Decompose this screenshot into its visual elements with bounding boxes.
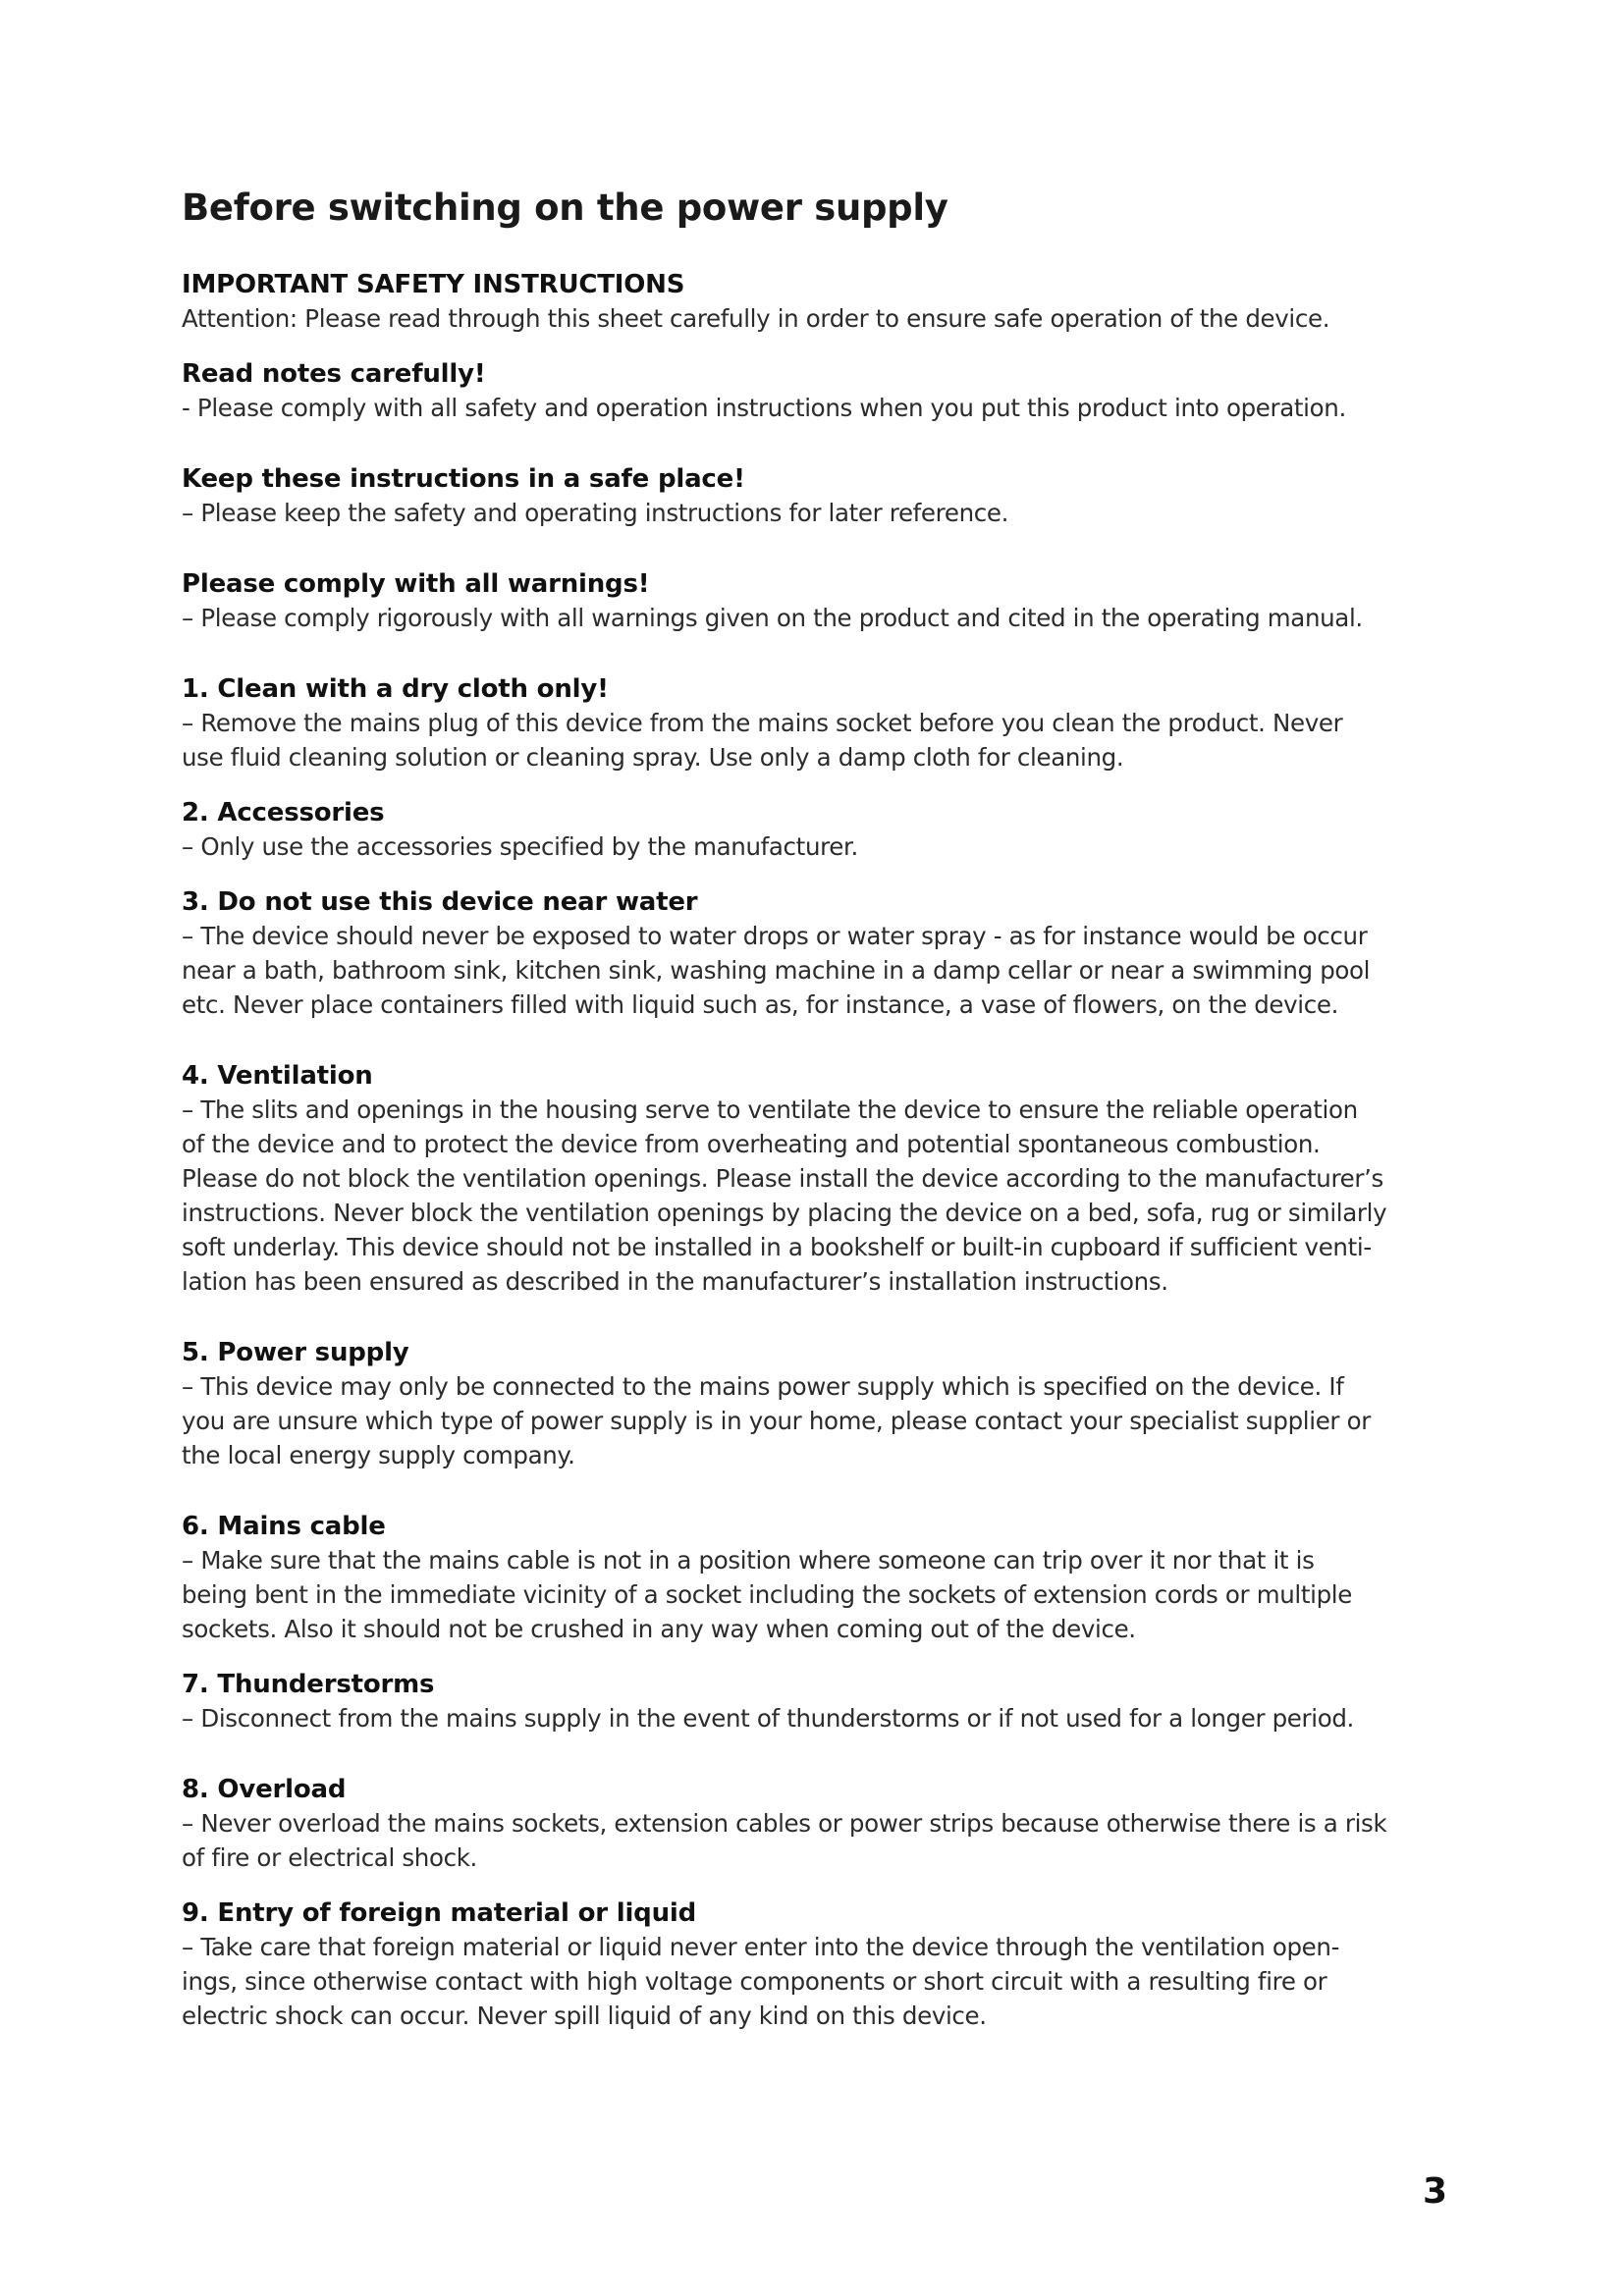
section-text-line: etc. Never place containers filled with liquid such as, for instance, a vase of flowers, on the device. <box>182 990 1339 1019</box>
section-text-line: use fluid cleaning solution or cleaning spray. Use only a damp cloth for cleaning. <box>182 743 1124 772</box>
section-text-line: – Disconnect from the mains supply in the event of thunderstorms or if not used for a longer period. <box>182 1704 1354 1733</box>
section-foreign-material <box>182 1896 1478 2033</box>
section-near-water <box>182 885 1478 1022</box>
section-heading: 6. Mains cable <box>182 1512 386 1541</box>
section-text-line: – Only use the accessories specified by the manufacturer. <box>182 832 858 861</box>
section-text-line: instructions. Never block the ventilation openings by placing the device on a bed, sofa, rug or similarly <box>182 1199 1387 1227</box>
section-heading: Please comply with all warnings! <box>182 569 650 599</box>
section-text-line: – Please keep the safety and operating instructions for later reference. <box>182 499 1009 527</box>
section-text-line: – Please comply rigorously with all warnings given on the product and cited in the operating manual. <box>182 604 1363 632</box>
section-text-line: electric shock can occur. Never spill liquid of any kind on this device. <box>182 2002 987 2030</box>
section-comply-warnings <box>182 567 1478 635</box>
section-text-line: – Remove the mains plug of this device from the mains socket before you clean the product. Never <box>182 709 1343 737</box>
section-text-line: of the device and to protect the device from overheating and potential spontaneous combustion. <box>182 1130 1321 1158</box>
document-page <box>182 187 1478 2033</box>
section-heading: Keep these instructions in a safe place! <box>182 464 745 494</box>
section-heading: 9. Entry of foreign material or liquid <box>182 1898 697 1928</box>
section-important-safety <box>182 268 1478 336</box>
section-text-line: – Make sure that the mains cable is not in a position where someone can trip over it nor that it is <box>182 1546 1315 1575</box>
section-overload <box>182 1773 1478 1875</box>
section-heading: 1. Clean with a dry cloth only! <box>182 674 609 704</box>
section-text-line: – Take care that foreign material or liquid never enter into the device through the ventilation open- <box>182 1933 1340 1961</box>
section-heading: IMPORTANT SAFETY INSTRUCTIONS <box>182 270 685 299</box>
section-text-line: of fire or electrical shock. <box>182 1843 477 1872</box>
section-text-line: soft underlay. This device should not be installed in a bookshelf or built-in cupboard if sufficient venti- <box>182 1233 1372 1261</box>
section-clean-dry-cloth <box>182 672 1478 774</box>
section-text-line: – The device should never be exposed to water drops or water spray - as for instance would be occur <box>182 922 1368 950</box>
section-read-notes <box>182 357 1478 425</box>
section-text-line: – This device may only be connected to the mains power supply which is specified on the device. If <box>182 1372 1344 1401</box>
section-heading: 3. Do not use this device near water <box>182 887 698 917</box>
section-heading: 2. Accessories <box>182 798 385 828</box>
section-text-line: being bent in the immediate vicinity of a socket including the sockets of extension cords or multiple <box>182 1580 1352 1609</box>
section-text-line: – The slits and openings in the housing serve to ventilate the device to ensure the reliable operation <box>182 1095 1358 1124</box>
section-heading: 4. Ventilation <box>182 1061 373 1091</box>
section-heading: 5. Power supply <box>182 1338 409 1367</box>
page-title: Before switching on the power supply <box>182 187 948 229</box>
section-text-line: lation has been ensured as described in the manufacturer’s installation instructions. <box>182 1267 1168 1296</box>
section-text-line: you are unsure which type of power supply is in your home, please contact your specialist supplier or <box>182 1407 1371 1435</box>
page-number: 3 <box>1422 2171 1447 2212</box>
section-text-line: Please do not block the ventilation openings. Please install the device according to the manufacturer’s <box>182 1164 1383 1193</box>
section-text-line: the local energy supply company. <box>182 1441 575 1469</box>
section-power-supply <box>182 1336 1478 1472</box>
section-thunderstorms <box>182 1668 1478 1735</box>
section-text-line: – Never overload the mains sockets, extension cables or power strips because otherwise there is a risk <box>182 1809 1387 1838</box>
section-text-line: Attention: Please read through this sheet carefully in order to ensure safe operation of the device. <box>182 304 1330 333</box>
section-accessories <box>182 796 1478 864</box>
section-heading: 7. Thunderstorms <box>182 1670 435 1699</box>
section-mains-cable <box>182 1510 1478 1646</box>
section-ventilation <box>182 1059 1478 1299</box>
section-text-line: ings, since otherwise contact with high voltage components or short circuit with a resulting fire or <box>182 1967 1327 1996</box>
section-heading: Read notes carefully! <box>182 359 486 389</box>
section-text-line: sockets. Also it should not be crushed in any way when coming out of the device. <box>182 1615 1136 1643</box>
section-heading: 8. Overload <box>182 1775 347 1804</box>
section-keep-instructions <box>182 462 1478 530</box>
section-text-line: near a bath, bathroom sink, kitchen sink, washing machine in a damp cellar or near a swimming pool <box>182 956 1371 985</box>
section-text-line: - Please comply with all safety and operation instructions when you put this product into operation. <box>182 394 1346 422</box>
